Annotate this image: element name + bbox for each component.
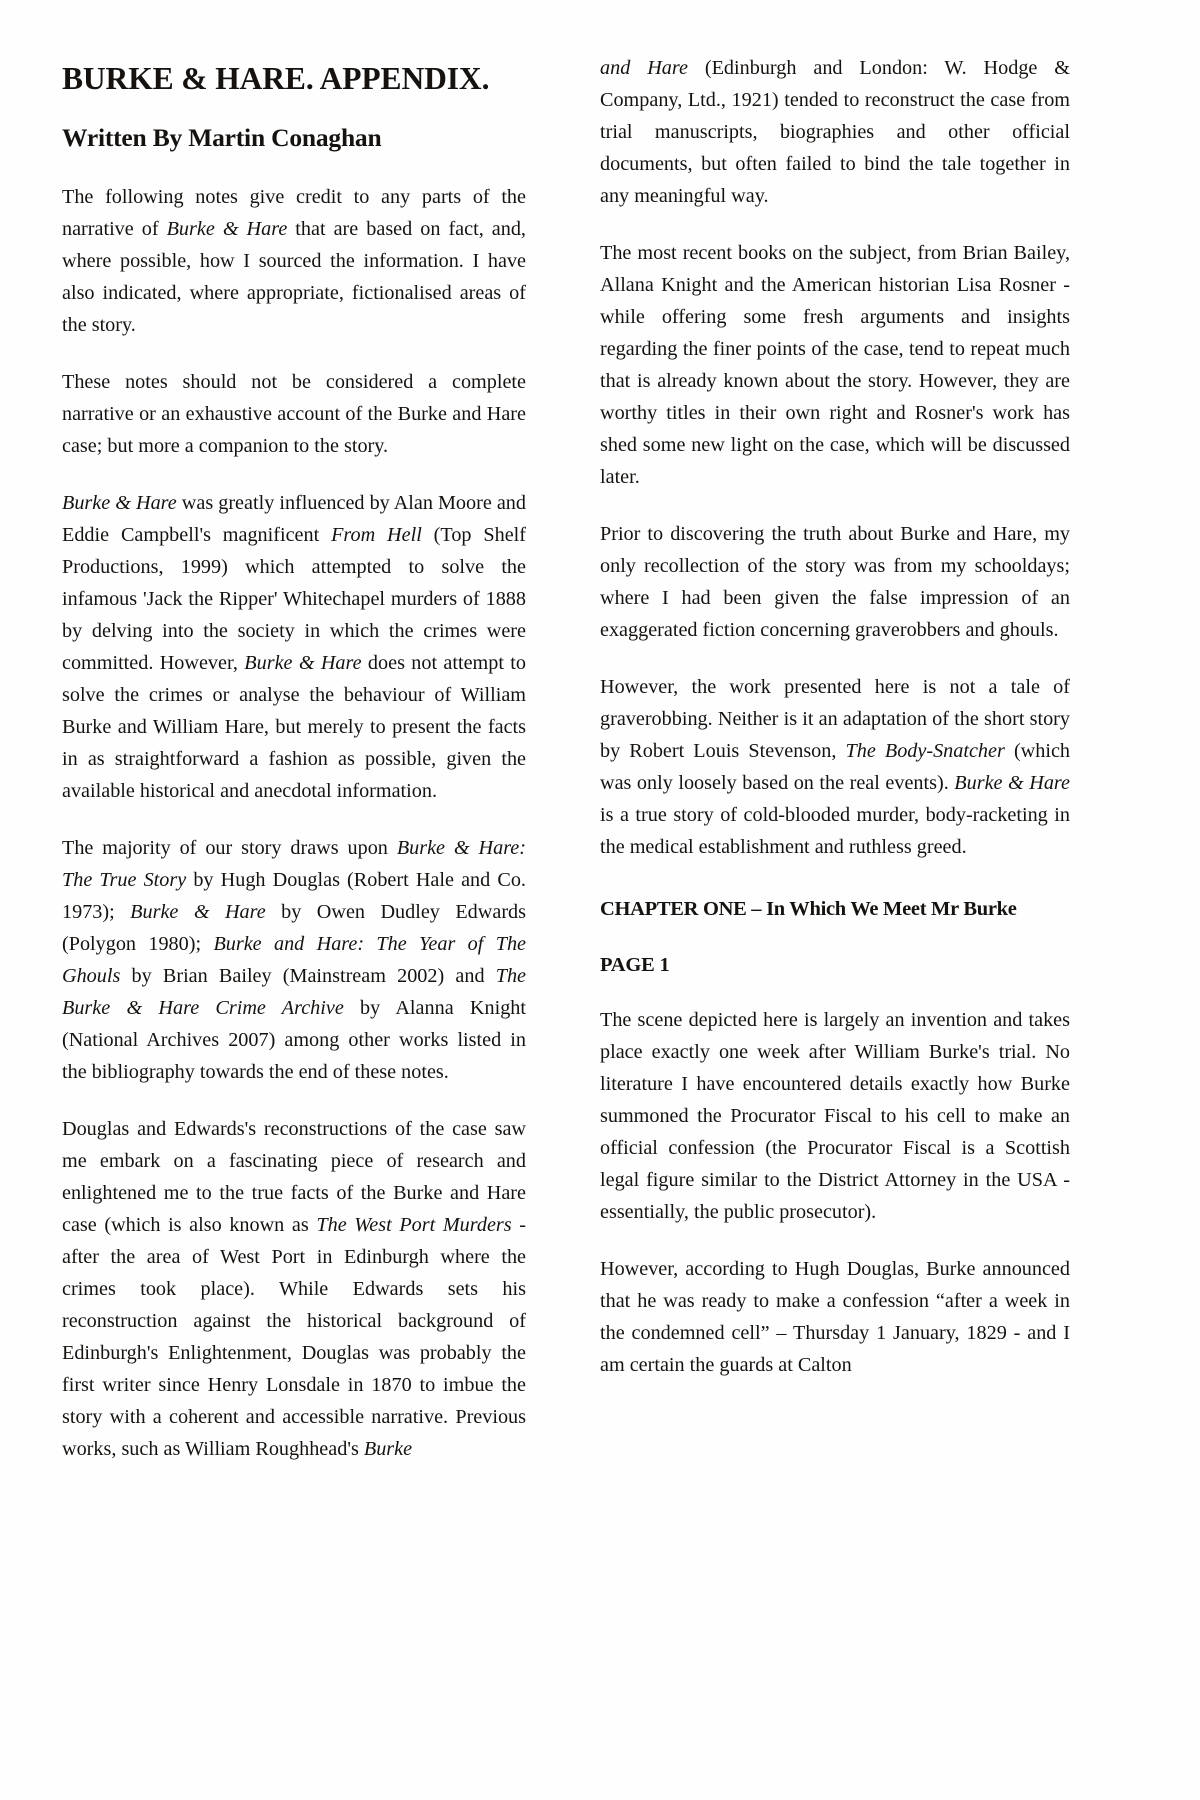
paragraph — [62, 487, 526, 807]
two-column-layout — [62, 52, 1138, 1800]
text-run: Douglas and Edwards's reconstructions of the case saw me embark on a fascinating piece of research and enlightened me to the true facts of the Burke and Hare case (which is also known as — [62, 1118, 526, 1237]
text-run: These notes should not be considered a complete narrative or an exhaustive account of the Burke and Hare case; but more a companion to the story. — [62, 370, 526, 457]
right-column — [600, 52, 1070, 1800]
text-run: does not attempt to solve the crimes or analyse the behaviour of William Burke and William Hare, but merely to present the facts in as straightforward a fashion as possible, given the available historical and anecdotal information. — [62, 651, 526, 803]
italic-title: The Body-Snatcher — [845, 740, 1005, 763]
text-run: was greatly influenced by Alan Moore and Eddie Campbell's magnificent — [62, 491, 526, 546]
italic-title: and Hare — [600, 57, 688, 79]
paragraph — [600, 237, 1070, 493]
paragraph — [62, 832, 526, 1088]
paragraph — [62, 366, 526, 462]
text-run: (Top Shelf Productions, 1999) which attempted to solve the infamous 'Jack the Ripper' Whitechapel murders of 1888 by delving into the society in which the crimes were committed. However, — [62, 523, 526, 674]
italic-title: The Burke & Hare Crime Archive — [62, 965, 526, 1020]
text-run: The scene depicted here is largely an invention and takes place exactly one week after William Burke's trial. No literature I have encountered details exactly how Burke summoned the Procurator Fiscal to his cell to make an official confession (the Procurator Fiscal is a Scottish legal figure similar to the District Attorney in the USA - essentially, the public prosecutor). — [600, 1008, 1070, 1223]
italic-title: Burke & Hare — [954, 772, 1070, 795]
italic-title: Burke & Hare — [166, 217, 288, 240]
italic-title: From Hell — [331, 523, 422, 546]
page-number-heading: PAGE 1 — [600, 953, 670, 976]
text-run: by Owen Dudley Edwards (Polygon 1980); — [62, 901, 526, 956]
page-subtitle: Written By Martin Conaghan — [62, 123, 382, 153]
paragraph — [600, 518, 1070, 646]
left-column-body — [62, 181, 526, 1466]
chapter-heading: CHAPTER ONE – In Which We Meet Mr Burke — [600, 898, 1017, 921]
italic-title: Burke & Hare: The True Story — [62, 837, 526, 892]
paragraph — [600, 1004, 1070, 1228]
text-run: that are based on fact, and, where possible, how I sourced the information. I have also indicated, where appropriate, fictionalised areas of the story. — [62, 217, 526, 336]
right-column-body-bottom — [600, 1004, 1070, 1381]
text-run: by Alanna Knight (National Archives 2007) among other works listed in the bibliography towards the end of these notes. — [62, 997, 526, 1084]
text-run: However, according to Hugh Douglas, Burke announced that he was ready to make a confession “after a week in the condemned cell” – Thursday 1 January, 1829 - and I am certain the guards at Calton — [600, 1257, 1070, 1376]
text-run: The following notes give credit to any parts of the narrative of — [62, 185, 526, 240]
page-title: BURKE & HARE. APPENDIX. — [62, 61, 490, 96]
text-run: by Brian Bailey (Mainstream 2002) and — [120, 965, 496, 988]
text-run: However, the work presented here is not a tale of graverobbing. Neither is it an adaptation of the short story by Robert Louis Stevenson, — [600, 676, 1070, 763]
italic-title: Burke and Hare: The Year of The Ghouls — [62, 933, 527, 988]
paragraph — [600, 1253, 1070, 1381]
text-run: The majority of our story draws upon — [62, 837, 397, 860]
paragraph — [600, 671, 1070, 863]
paragraph — [600, 52, 1070, 212]
text-run: (Edinburgh and London: W. Hodge & Company, Ltd., 1921) tended to reconstruct the case from trial manuscripts, biographies and other official documents, but often failed to bind the tale together in any meaningful way. — [600, 57, 1071, 208]
italic-title: Burke & Hare — [62, 491, 177, 514]
right-column-body-top — [600, 52, 1070, 863]
text-run: - after the area of West Port in Edinburgh where the crimes took place). While Edwards sets his reconstruction against the historical background of Edinburgh's Enlightenment, Douglas was probably the first writer since Henry Lonsdale in 1870 to imbue the story with a coherent and accessible narrative. Previous works, such as William Roughhead's — [62, 1214, 526, 1461]
text-run: by Hugh Douglas (Robert Hale and Co. 1973); — [62, 869, 526, 924]
text-run: (which was only loosely based on the real events). — [600, 740, 1071, 795]
italic-title: Burke — [363, 1438, 413, 1461]
text-run: Prior to discovering the truth about Burke and Hare, my only recollection of the story was from my schooldays; where I had been given the false impression of an exaggerated fiction concerning graverobbers and ghouls. — [600, 523, 1070, 642]
paragraph — [62, 1113, 526, 1465]
italic-title: Burke & Hare — [244, 651, 362, 674]
text-run: is a true story of cold-blooded murder, body-racketing in the medical establishment and ruthless greed. — [600, 804, 1070, 859]
paragraph — [62, 181, 526, 341]
left-column — [62, 52, 532, 1800]
italic-title: Burke & Hare — [130, 901, 266, 924]
italic-title: The West Port Murders — [316, 1214, 512, 1237]
text-run: The most recent books on the subject, from Brian Bailey, Allana Knight and the American historian Lisa Rosner - while offering some fresh arguments and insights regarding the finer points of the case, tend to repeat much that is already known about the story. However, they are worthy titles in their own right and Rosner's work has shed some new light on the case, which will be discussed later. — [600, 242, 1070, 489]
